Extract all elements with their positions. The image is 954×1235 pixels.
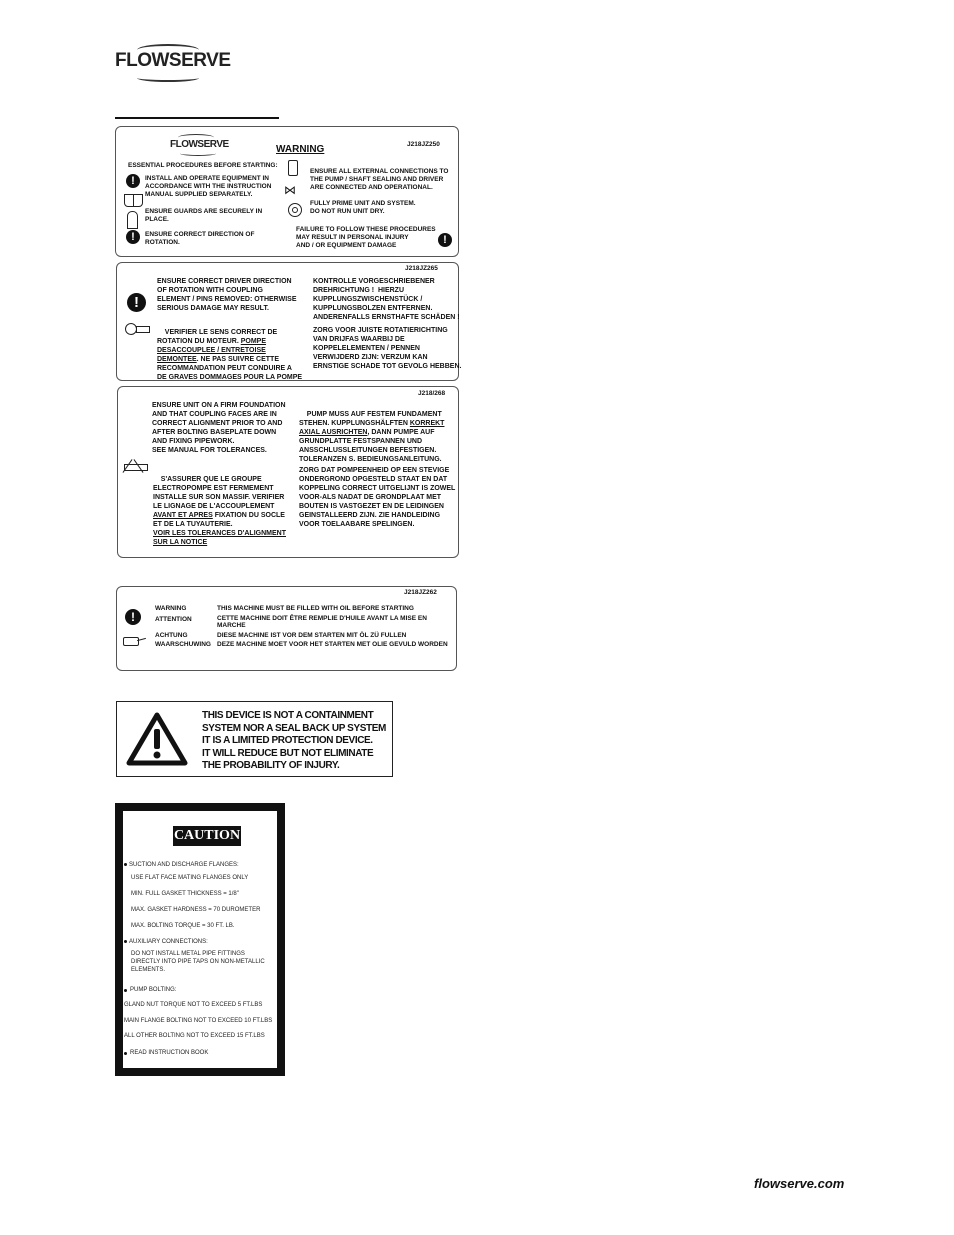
label4-lang-3: WAARSCHUWING [155,641,211,648]
label2-fr [157,319,302,382]
label2-fr-c: RECOMMANDATION PEUT CONDUIRE A DE GRAVES DOMMAGES POUR LA POMPE [157,365,303,381]
header-logo-swoosh-bottom [137,74,199,82]
exclamation-icon: ! [438,233,452,247]
label1-logo [168,133,230,155]
manual-book-icon [124,194,143,207]
caution-s3b: MAIN FLANGE BOLTING NOT TO EXCEED 10 FT.LBS [124,1018,273,1024]
label2-fr-u2: DESACCOUPLEE / ENTRETOISE [157,347,266,354]
caution-s3: PUMP BOLTING: [130,987,177,993]
caution-s2a: DO NOT INSTALL METAL PIPE FITTINGS DIRECTLY INTO PIPE TAPS ON NON-METALLIC ELEMENTS. [131,951,265,973]
caution-label [115,803,285,1076]
label4-lang-1: ATTENTION [155,616,192,623]
label2-fr-a: VERIFIER LE SENS CORRECT DE ROTATION DU MOTEUR. [157,329,278,345]
label4-text-2: DIESE MACHINE IST VOR DEM STARTEN MIT ÖL ZÜ FULLEN [217,632,407,639]
label3-fr-u3: SUR LA NOTICE [153,539,208,546]
warning-label-essential-procedures [115,126,459,257]
caution-s2: AUXILIARY CONNECTIONS: [129,939,208,945]
label1-right3: FAILURE TO FOLLOW THESE PROCEDURES MAY RESULT IN PERSONAL INJURY AND / OR EQUIPMENT DAMAGE [296,226,436,249]
label4-text-0: THIS MACHINE MUST BE FILLED WITH OIL BEFORE STARTING [217,605,414,612]
baseplate-alignment-icon [124,458,146,474]
prime-unit-icon [288,203,302,217]
caution-s3a: GLAND NUT TORQUE NOT TO EXCEED 5 FT.LBS [124,1002,263,1008]
caution-title: CAUTION [173,826,241,846]
label3-de-b: , DANN PUMPE AUF [367,429,435,436]
bullet [124,989,127,992]
bullet [124,1052,127,1055]
label3-fr-c: ET DE LA TUYAUTERIE. [153,521,233,528]
label3-fr-u2: VOIR LES TOLERANCES D'ALIGNMENT [153,530,286,537]
label3-de [299,401,444,464]
caution-s1a: USE FLAT FACE MATING FLANGES ONLY [131,875,249,881]
header-logo-text: FLOWSERVE [115,50,231,71]
warning-label-foundation-alignment [117,386,459,558]
guard-icon [127,211,138,229]
oil-can-icon [123,635,147,645]
valve-icon: ⋈ [284,183,296,197]
label1-title: WARNING [276,144,325,155]
coupling-rotation-icon [125,323,149,335]
label3-en: ENSURE UNIT ON A FIRM FOUNDATION AND THAT COUPLING FACES ARE IN CORRECT ALIGNMENT PRIOR TO AND AFTER BOLTING BASEPLATE DOWN AND FIXING PIPEWORK. SEE MANUAL FOR TOLERANCES. [152,402,286,454]
label1-right1: ENSURE ALL EXTERNAL CONNECTIONS TO THE PUMP / SHAFT SEALING AND DRIVER ARE CONNECTED AND OPERATIONAL. [310,168,449,191]
label3-de-u1: KORREKT [409,420,445,427]
label3-fr-a: S'ASSURER QUE LE GROUPE ELECTROPOMPE EST FERMEMENT INSTALLE SUR SON MASSIF. VERIFIER LE LIGNAGE DE L'ACCOUPLEMENT [153,476,285,510]
label2-fr-u3: DEMONTEE [157,356,197,363]
exclamation-icon: ! [126,230,140,244]
label2-en: ENSURE CORRECT DRIVER DIRECTION OF ROTATION WITH COUPLING ELEMENT / PINS REMOVED: OTHERWISE SERIOUS DAMAGE MAY RESULT. [157,278,297,312]
label2-de: KONTROLLE VORGESCHRIEBENER DREHRICHTUNG ! HIERZU KUPPLUNGSZWISCHENSTÜCK / KUPPLUNGSBOLZEN ENTFERNEN. ANDERENFALLS ERNSTHAFTE SCHÄDEN ! [313,278,460,321]
label3-code: J218/268 [418,390,446,397]
label3-fr-b: FIXATION DU SOCLE [212,512,285,519]
header-rule [115,117,279,119]
label3-fr [153,466,286,547]
warning-label-driver-direction [116,262,462,381]
caution-label-inner [123,811,277,1068]
caution-s4: READ INSTRUCTION BOOK [130,1050,209,1056]
label2-fr-u1: POMPE [240,338,267,345]
label1-heading: ESSENTIAL PROCEDURES BEFORE STARTING: [128,162,278,169]
label1-left1: INSTALL AND OPERATE EQUIPMENT IN ACCORDANCE WITH THE INSTRUCTION MANUAL SUPPLIED SEPARATELY. [145,175,272,198]
label2-code: J218JZ265 [405,265,438,272]
label3-de-a: PUMP MUSS AUF FESTEM FUNDAMENT STEHEN. KUPPLUNGSHÄLFTEN [299,411,442,427]
label1-left2: ENSURE GUARDS ARE SECURELY IN PLACE. [145,208,263,223]
label4-text-3: DEZE MACHINE MOET VOOR HET STARTEN MET OLIE GEVULD WORDEN [217,641,448,648]
label3-de-c: GRUNDPLATTE FESTSPANNEN UND ANSSCHLUSSLEITUNGEN BEFESTIGEN. TOLERANZEN S. BEDIEUNGSANLEITUNG. [299,438,442,463]
label3-fr-u1: AVANT ET APRES [153,512,213,519]
label3-nl: ZORG DAT POMPEENHEID OP EEN STEVIGE ONDERGROND OPGESTELD STAAT EN DAT KOPPELING CORRECT UITGELIJNT IS ZOWEL VOOR-ALS NADAT DE GRONDPLAAT MET BOUTEN IS VASTGEZET EN DE LEIDINGEN GEINSTALLEERD ZIJN. ZIE HANDLEIDING VOOR TOELAABARE SPELINGEN. [299,467,456,528]
label4-code: J218JZ262 [404,589,437,596]
label4-lang-0: WARNING [155,605,187,612]
label4-lang-2: ACHTUNG [155,632,188,639]
header-logo [115,40,231,80]
exclamation-icon: ! [126,174,140,188]
label3-de-u2: AXIAL AUSRICHTEN [299,429,368,436]
footer-website: flowserve.com [754,1176,845,1191]
caution-s3c: ALL OTHER BOLTING NOT TO EXCEED 15 FT.LBS [124,1033,265,1039]
caution-s1: SUCTION AND DISCHARGE FLANGES: [129,862,239,868]
warning-label-oil-fill [116,586,457,671]
label2-fr-b: . NE PAS SUIVRE CETTE [196,356,280,363]
exclamation-icon: ! [125,609,141,625]
warning-triangle-icon [126,712,188,766]
label1-code: J218JZ250 [407,141,440,148]
caution-s1d: MAX. BOLTING TORQUE = 30 FT. LB. [131,923,235,929]
label1-right2: FULLY PRIME UNIT AND SYSTEM. DO NOT RUN UNIT DRY. [310,200,416,215]
plug-connection-icon [288,160,298,176]
caution-s1c: MAX. GASKET HARDNESS = 70 DUROMETER [131,907,261,913]
label1-left3: ENSURE CORRECT DIRECTION OF ROTATION. [145,231,255,246]
exclamation-icon: ! [127,293,146,312]
bullet [124,863,127,866]
label1-logo-text: FLOWSERVE [170,139,229,150]
bullet [124,940,127,943]
label2-nl: ZORG VOOR JUISTE ROTATIERICHTING VAN DRIJFAS WAARBIJ DE KOPPELELEMENTEN / PENNEN VERWIJDERD ZIJN: VERZUM KAN ERNSTIGE SCHADE TOT GEVOLG HEBBEN. [313,327,462,370]
label5-text: THIS DEVICE IS NOT A CONTAINMENT SYSTEM NOR A SEAL BACK UP SYSTEM IT IS A LIMITED PROTECTION DEVICE. IT WILL REDUCE BUT NOT ELIMINATE THE PROBABILITY OF INJURY. [202,710,386,771]
label4-text-1: CETTE MACHINE DOIT ÊTRE REMPLIE D'HUILE AVANT LA MISE EN MARCHE [217,615,427,629]
caution-s1b: MIN. FULL GASKET THICKNESS = 1/8" [131,891,239,897]
containment-warning-label [116,701,393,777]
